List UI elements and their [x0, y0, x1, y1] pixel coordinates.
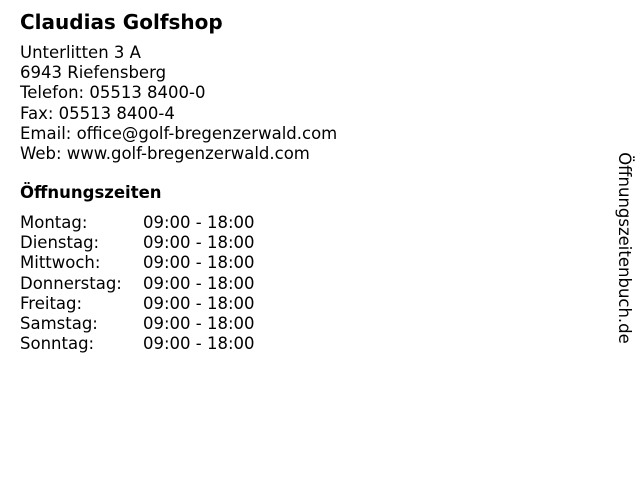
day-label: Donnerstag:	[20, 273, 122, 293]
time-range: 09:00 - 18:00	[143, 293, 255, 313]
street-line: Unterlitten 3 A	[20, 43, 141, 62]
time-range: 09:00 - 18:00	[143, 273, 255, 293]
day-label: Dienstag:	[20, 233, 100, 253]
day-label: Freitag:	[20, 293, 83, 313]
web-line: Web: www.golf-bregenzerwald.com	[20, 144, 310, 164]
day-label: Sonntag:	[20, 334, 95, 354]
city-line: 6943 Riefensberg	[20, 63, 167, 83]
time-range: 09:00 - 18:00	[143, 253, 255, 273]
time-range: 09:00 - 18:00	[143, 233, 255, 253]
address-block	[20, 43, 337, 164]
hours-heading: Öffnungszeiten	[20, 183, 162, 202]
email-line: Email: office@golf-bregenzerwald.com	[20, 123, 338, 143]
day-label: Samstag:	[20, 313, 98, 333]
time-range: 09:00 - 18:00	[143, 213, 255, 232]
shop-name: Claudias Golfshop	[20, 10, 223, 34]
brand-watermark: Öffnungszeitenbuch.de	[615, 152, 634, 344]
day-label: Montag:	[20, 213, 88, 232]
time-range: 09:00 - 18:00	[143, 334, 255, 354]
day-label: Mittwoch:	[20, 253, 101, 273]
time-range: 09:00 - 18:00	[143, 313, 255, 333]
phone-line: Telefon: 05513 8400-0	[20, 83, 206, 103]
fax-line: Fax: 05513 8400-4	[20, 103, 175, 123]
